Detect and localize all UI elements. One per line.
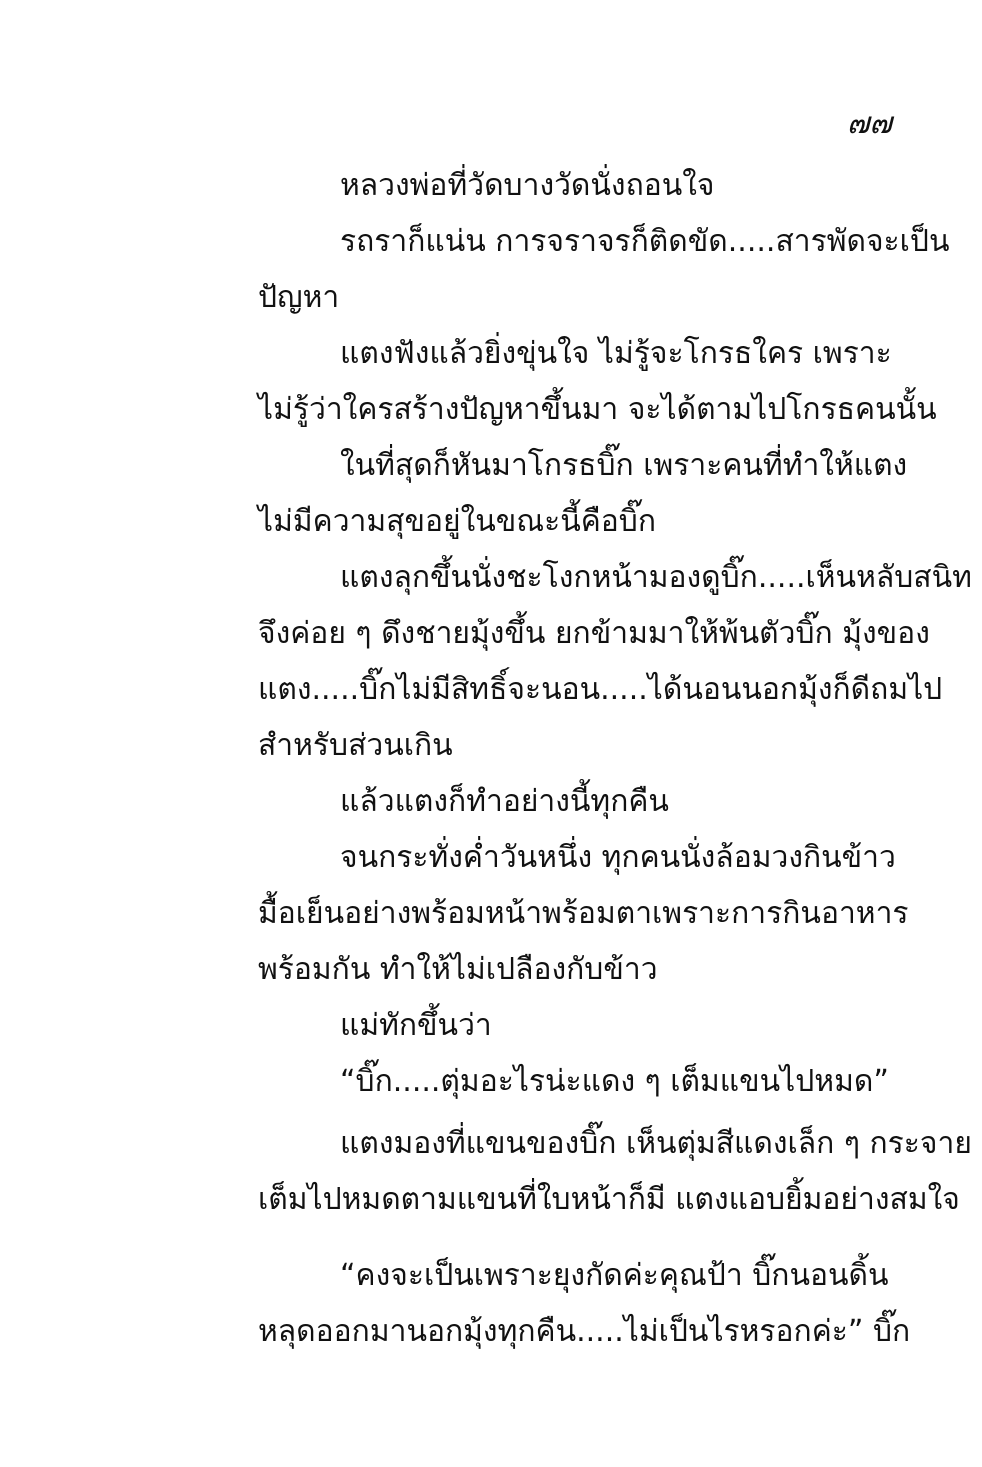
text-line: ในที่สุดก็หันมาโกรธบิ๊ก เพราะคนที่ทำให้แตง	[340, 448, 908, 483]
text-line: หลวงพ่อที่วัดบางวัดนั่งถอนใจ	[340, 168, 715, 203]
text-line: เต็มไปหมดตามแขนที่ใบหน้าก็มี แตงแอบยิ้มอย่างสมใจ	[258, 1182, 960, 1217]
text-line: “บิ๊ก.....ตุ่มอะไรน่ะแดง ๆ เต็มแขนไปหมด”	[340, 1064, 889, 1099]
text-line: รถราก็แน่น การจราจรก็ติดขัด.....สารพัดจะเป็น	[340, 224, 950, 259]
page-number: ๗๗	[846, 106, 892, 141]
text-line: จนกระทั่งค่ำวันหนึ่ง ทุกคนนั่งล้อมวงกินข้าว	[340, 840, 896, 875]
text-line: ไม่มีความสุขอยู่ในขณะนี้คือบิ๊ก	[258, 504, 656, 539]
text-line: แตง.....บิ๊กไม่มีสิทธิ์จะนอน.....ได้นอนนอกมุ้งก็ดีถมไป	[258, 672, 943, 707]
text-line: แตงลุกขึ้นนั่งชะโงกหน้ามองดูบิ๊ก.....เห็นหลับสนิท	[340, 560, 972, 595]
text-line: ปัญหา	[258, 280, 340, 315]
text-line: แล้วแตงก็ทำอย่างนี้ทุกคืน	[340, 784, 669, 819]
text-line: “คงจะเป็นเพราะยุงกัดค่ะคุณป้า บิ๊กนอนดิ้น	[340, 1258, 889, 1293]
text-line: มื้อเย็นอย่างพร้อมหน้าพร้อมตาเพราะการกินอาหาร	[258, 896, 909, 931]
text-line: จึงค่อย ๆ ดึงชายมุ้งขึ้น ยกข้ามมาให้พ้นตัวบิ๊ก มุ้งของ	[258, 616, 930, 651]
text-line: สำหรับส่วนเกิน	[258, 728, 453, 763]
text-line: ไม่รู้ว่าใครสร้างปัญหาขึ้นมา จะได้ตามไปโกรธคนนั้น	[258, 392, 937, 427]
text-line: พร้อมกัน ทำให้ไม่เปลืองกับข้าว	[258, 952, 658, 987]
text-line: แม่ทักขึ้นว่า	[340, 1008, 492, 1043]
text-line: แตงฟังแล้วยิ่งขุ่นใจ ไม่รู้จะโกรธใคร เพราะ	[340, 336, 892, 371]
text-line: หลุดออกมานอกมุ้งทุกคืน.....ไม่เป็นไรหรอกค่ะ” บิ๊ก	[258, 1314, 911, 1349]
text-line: แตงมองที่แขนของบิ๊ก เห็นตุ่มสีแดงเล็ก ๆ กระจาย	[340, 1126, 972, 1161]
